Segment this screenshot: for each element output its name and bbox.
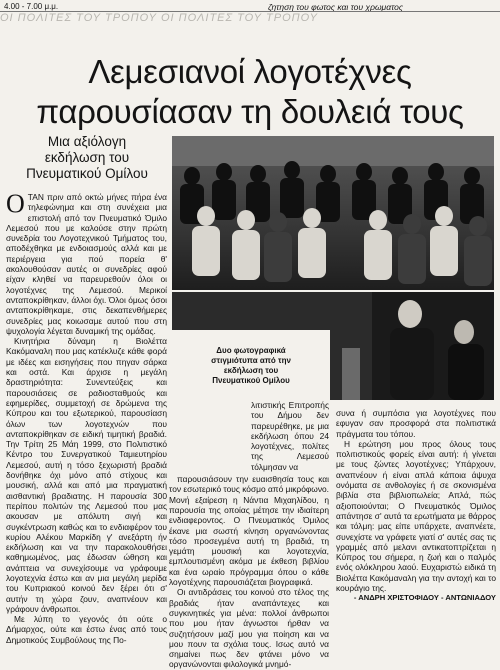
paragraph: Οι αντιδράσεις του κοινού στο τέλος της βραδιάς ήταν αναπάντεχες και συγκινητικές για μένα: πολλοί άνθρωποι που μου ήταν άγνωστοι ήρθαν να συζητήσουν μαζί μου για ποίηση και να μου πουν τα σχόλια τους. Ισως αυτό να σημαίνει πως δεν φτάνει μόνο να οργανώνονται φιλολογικά μνημό-: [169, 587, 329, 670]
paragraph: λιτιστικής Επιτροπής του Δήμου δεν παρευρέθηκε, με μια εκδήλωση όπου 24 λογοτέχνες, πολίτες της Λεμεσού τόλμησαν να: [251, 400, 329, 472]
top-tagline: ζητηση του φωτος και του χρωματος: [268, 2, 403, 12]
article-column-3: [336, 408, 496, 604]
subhead-line-1: Μια αξιόλογη: [47, 134, 127, 149]
paragraph: συνα ή συμπόσια για λογοτέχνες που εφυγαν σαν προσφορά στα πολιτιστικά πράγματα του τόπου.: [336, 408, 496, 439]
headline-line-2: παρουσίασαν τη δουλειά τους: [36, 93, 464, 130]
caption-line-2: στιγμιότυπα από την: [211, 356, 291, 365]
paragraph: [6, 189, 167, 336]
photo-caption: [174, 346, 328, 386]
paragraph: Η ερώτηση μου προς όλους τους πολιτιστικούς φορείς είναι αυτή: ή γίνεται με τους ζώντες λογοτέχνες; Υπάρχουν, αναπνέουν ή είναι απλά κάποια άψυχα ονόματα σε ανθολογίες ή σε σκονισμένα βιβλία στα βιβλιοπωλεία; Απλά, πώς αξιοποιούνται; Ο Πνευματικός Όμιλος απάντησε σ' αυτά τα ερωτήματα με θάρρος και τόλμη: μας είπε υπάρχετε, αναπνέετε, συνεχίστε να γράφετε γιατί σ' αυτές σας τις γραμμές από μελανι αντικατοπτρίζεται η Κύπρος του σήμερα, η ζωή και ο παλμός ενός ολόκληρου λαού. Ευχαριστώ ειδικά τη Βιολέττα Κακόμαναλη για την αντοχή και το κουράγιο της.: [336, 438, 496, 594]
headline: [0, 52, 500, 132]
caption-line-1: Δυο φωτογραφικά: [216, 346, 286, 355]
audience-photo-art: [172, 136, 494, 290]
paragraph: Κινητήρια δύναμη η Βιολέττα Κακόμαναλη που μας κατέκλυζε κάθε φορά με ιδέες και εισηγήσεις που πηγαν σάρκα και οστά. Και άρχισε η μεγάλη δραστηριότητα: Συνεντεύξεις και παρουσιάσεις σε ραδιοσταθμούς και εφημερίδες, συμμετοχή σε δρώμενα της Κύπρου και του εξωτερικού, παρουσίαση όλων των λογοτεχνών που ανταποκρίθηκαν σε ειδική τιμητική βραδιά. Την Τρίτη 25 Μάη 1999, στο Πολιτιστικό Κέντρο του Συνεργατικού Ταμιευτηρίου Λεμεσού, αυτή η τόσο ξεχωριστή βραδιά δονήθηκε όχι μόνο από στίχους και μουσική, αλλά και από μια πραγματική αισθαντική βραδιατης. Η παρουσία 300 περίπου πολιτών της Λεμεσού που μας ακουσαν με απόλυτη σιγή και συγκέντρωση καθώς και το ενδιαφέρον του κυρίου Αλέκου Μαρκίδη γ' ανεξάρτη ήν εκδήλωση και να την παρακολουθήσει καθημωμένος, μας έδωσαν ώθηση και ανάπτεια να συνεχίσουμε να γράφουμε λογοτεχνία έστω και αν μια μεγάλη μερίδα του Κυπριακού κοινού δεν ξέρει ότι σ' αυτήν τη χώρα ζουν, αναπνέουν και γράφουν άνθρωποι.: [6, 336, 167, 614]
caption-line-4: Πνευματικού Ομίλου: [212, 376, 290, 385]
subhead-line-3: Πνευματικού Ομίλου: [26, 166, 148, 181]
article-column-2: [169, 400, 329, 670]
author-byline: - ΑΝΔΡΗ ΧΡΙΣΤΟΦΙΔΟΥ - ΑΝΤΩΝΙΑΔΟΥ: [353, 593, 496, 603]
paragraph: Με λύπη το γεγονός ότι ούτε ο Δήμαρχος, ούτε και έστω ένας από τους Δημοτικούς Συμβούλους της Πο-: [6, 614, 167, 645]
bleed-through-text: ΟΙ ΠΟΛΙΤΕΣ ΤΟΥ ΤΡΟΠΟΥ ΟΙ ΠΟΛΙΤΕΣ ΤΟΥ ΤΡΟΠΟΥ: [0, 11, 500, 26]
subhead-line-2: εκδήλωση του: [44, 150, 130, 165]
subheadline: [12, 134, 162, 182]
caption-line-3: εκδήλωση του: [223, 366, 279, 375]
event-audience-photo: [172, 136, 494, 290]
drop-cap: Ο: [6, 189, 25, 218]
paragraph: παρουσιάσουν την ευαισθησία τους και τον εσωτερικό τους κόσμο από μικρόφωνο. Μονή εξαίρεση η Νάντια Μιχαηλίδου, η παρουσία της οποίας μέτησε την ιδιαίτερη ενδιαφεροντος. Ο Πνευματικός Όμιλος έκανε μια σωστή κίνηση οργανώνοντας τόσο προσεγμένα αυτή τη βραδιά, τη γεμάτη μουσική και λογοτεχνία, εμπλουτισμένη ακόμα με έκθεση βιβλίου και ένα ωραίο πρόγραμμα όπου ο κάθε λογοτέχνης παρουσιάζεται βιογραφικά.: [169, 474, 329, 588]
page-top-strip: [0, 0, 500, 26]
article-column-1: [6, 189, 167, 645]
time-label: 4.00 - 7.00 μ.μ.: [4, 2, 59, 11]
headline-line-1: Λεμεσιανοί λογοτέχνες: [88, 53, 412, 90]
paragraph-text: ΤΑΝ πριν από οκτώ μήνες πήρα ένα τηλεφώνημα και στη συνέχεια μια επιστολή από τον Πνευματικό Όμιλο Λεμεσού που με καλούσε στην πρώτη συνεδρία του Λογοτεχνικού Τμήματος του, αποδέχθηκα με ενδοιασμούς αλλά και με περιέργεια για πού πορεία θ' ακολουθούσαν αυτές οι συνεδρίες αφού είχαν κληθεί να παρευρεθούν όλοι οι λογοτέχνες της Λεμεσού. Μερικοί ανταποκρίθηκαν, άλλοι όχι. Όλοι όμως όσοι ανταποκρίθηκαμε, στις δεκαπενθήμερες συνεδρίες μας κοιωσαμε αυτού που στη ψυχολογία λέγεται δυναμική της ομάδας.: [6, 192, 167, 336]
